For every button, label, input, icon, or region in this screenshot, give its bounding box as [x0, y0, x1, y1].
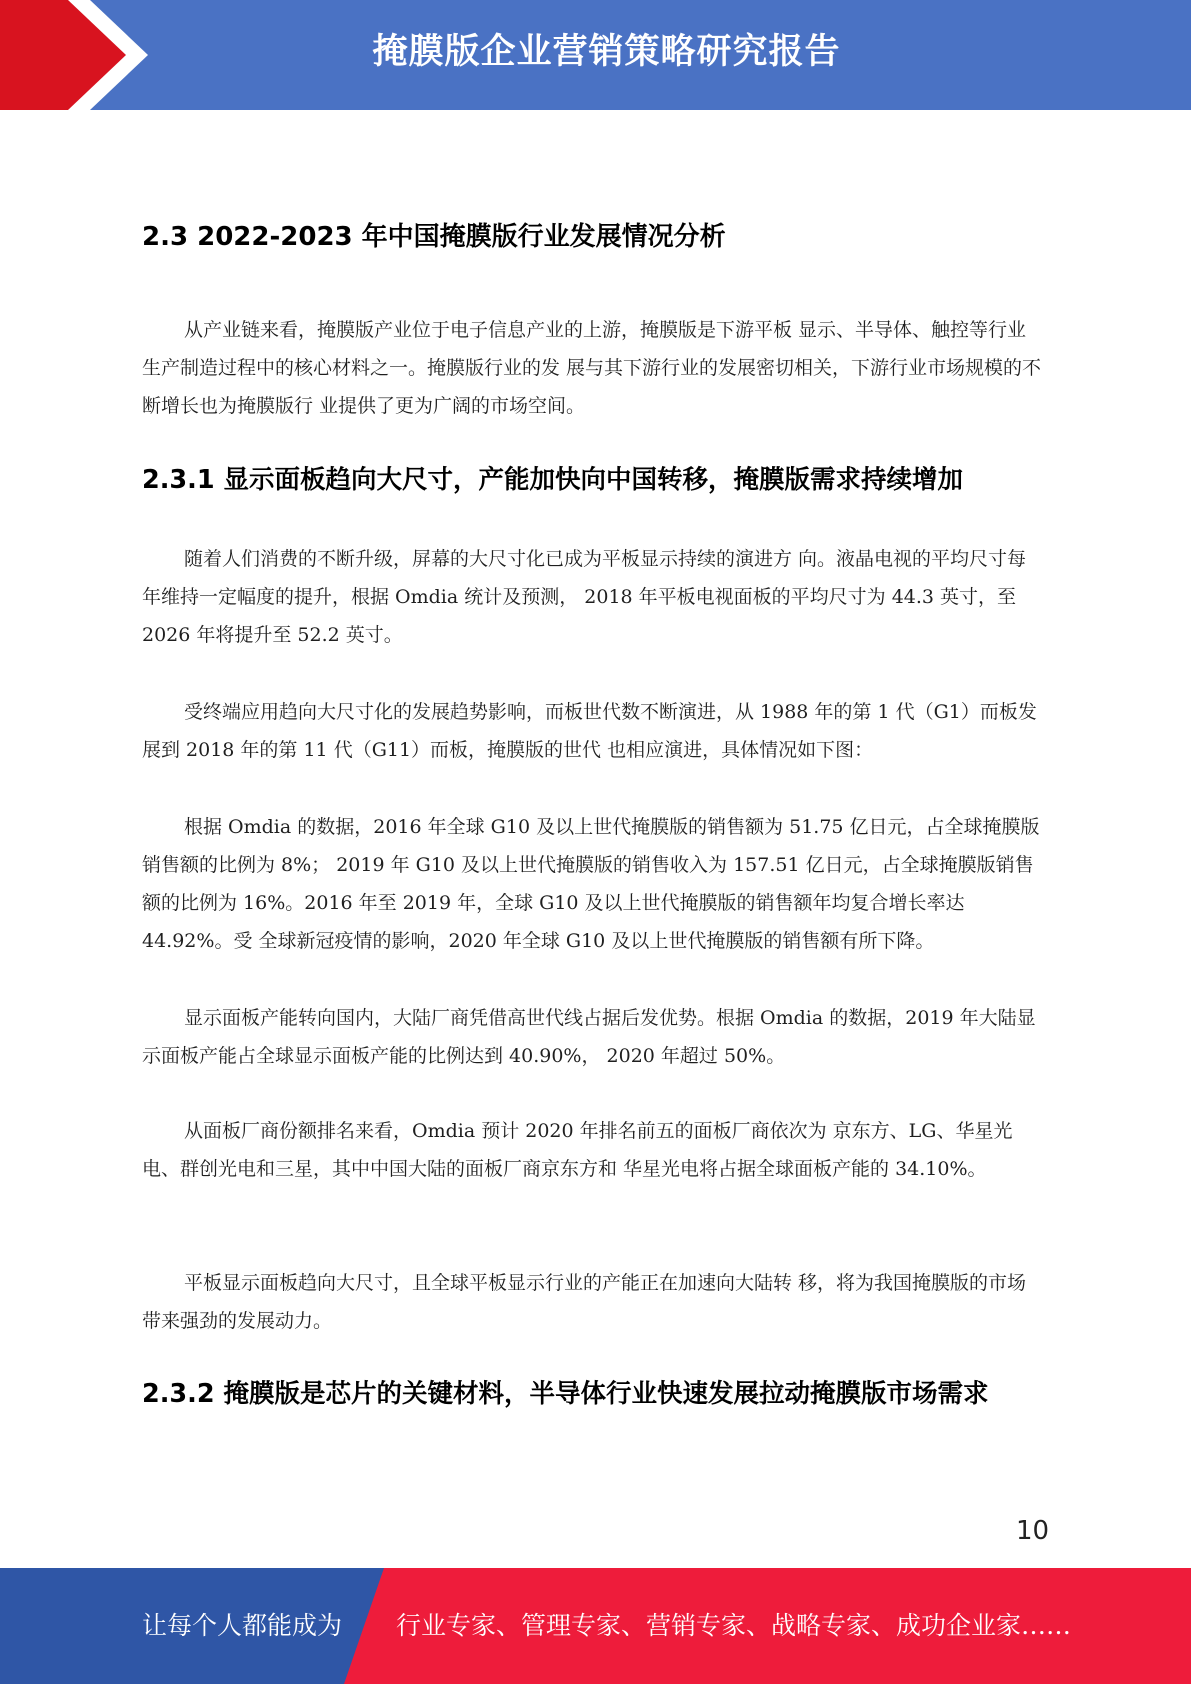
paragraph-intro: 从产业链来看，掩膜版产业位于电子信息产业的上游，掩膜版是下游平板 显示、半导体、触控等行业生产制造过程中的核心材料之一。掩膜版行业的发 展与其下游行业的发展密切相关，下游行业市场规模的不断增长也为掩膜版行 业提供了更为广阔的市场空间。 [142, 319, 1042, 417]
paragraph: 平板显示面板趋向大尺寸，且全球平板显示行业的产能正在加速向大陆转 移，将为我国掩膜版的市场带来强劲的发展动力。 [142, 1272, 1027, 1332]
subsection-heading-2-3-2: 2.3.2 掩膜版是芯片的关键材料，半导体行业快速发展拉动掩膜版市场需求 [142, 1379, 989, 1409]
section-heading: 2.3 2022-2023 年中国掩膜版行业发展情况分析 [142, 222, 726, 252]
paragraph: 从面板厂商份额排名来看，Omdia 预计 2020 年排名前五的面板厂商依次为 京东方、LG、华星光电、群创光电和三星，其中中国大陆的面板厂商京东方和 华星光电将占据全球面板产能的 34.10%。 [142, 1120, 1013, 1180]
paragraph: 根据 Omdia 的数据，2016 年全球 G10 及以上世代掩膜版的销售额为 51.75 亿日元，占全球掩膜版销售额的比例为 8%； 2019 年 G10 及以上世代掩膜版的销售收入为 157.51 亿日元，占全球掩膜版销售额的比例为 16%。2016 年至 2019 年，全球 G10 及以上世代掩膜版的销售额年均复合增长率达 44.92%。受 全球新冠疫情的影响，2020 年全球 G10 及以上世代掩膜版的销售额有所下降。 [142, 816, 1040, 952]
page-number: 10 [1016, 1516, 1050, 1546]
footer-slogan-right: 行业专家、管理专家、营销专家、战略专家、成功企业家…… [396, 1611, 1072, 1640]
header-banner [0, 0, 1191, 110]
report-title: 掩膜版企业营销策略研究报告 [372, 32, 841, 72]
paragraph: 显示面板产能转向国内，大陆厂商凭借高世代线占据后发优势。根据 Omdia 的数据，2019 年大陆显示面板产能占全球显示面板产能的比例达到 40.90%， 2020 年超过 50%。 [142, 1007, 1036, 1067]
paragraph: 随着人们消费的不断升级，屏幕的大尺寸化已成为平板显示持续的演进方 向。液晶电视的平均尺寸每年维持一定幅度的提升，根据 Omdia 统计及预测， 2018 年平板电视面板的平均尺寸为 44.3 英寸，至 2026 年将提升至 52.2 英寸。 [142, 548, 1027, 646]
footer-banner [0, 1568, 1191, 1684]
subsection-heading-2-3-1: 2.3.1 显示面板趋向大尺寸，产能加快向中国转移，掩膜版需求持续增加 [142, 465, 963, 495]
paragraph: 受终端应用趋向大尺寸化的发展趋势影响，而板世代数不断演进，从 1988 年的第 1 代（G1）而板发展到 2018 年的第 11 代（G11）而板，掩膜版的世代 也相应演进，具体情况如下图： [142, 701, 1037, 761]
footer-slogan-left: 让每个人都能成为 [142, 1611, 343, 1640]
